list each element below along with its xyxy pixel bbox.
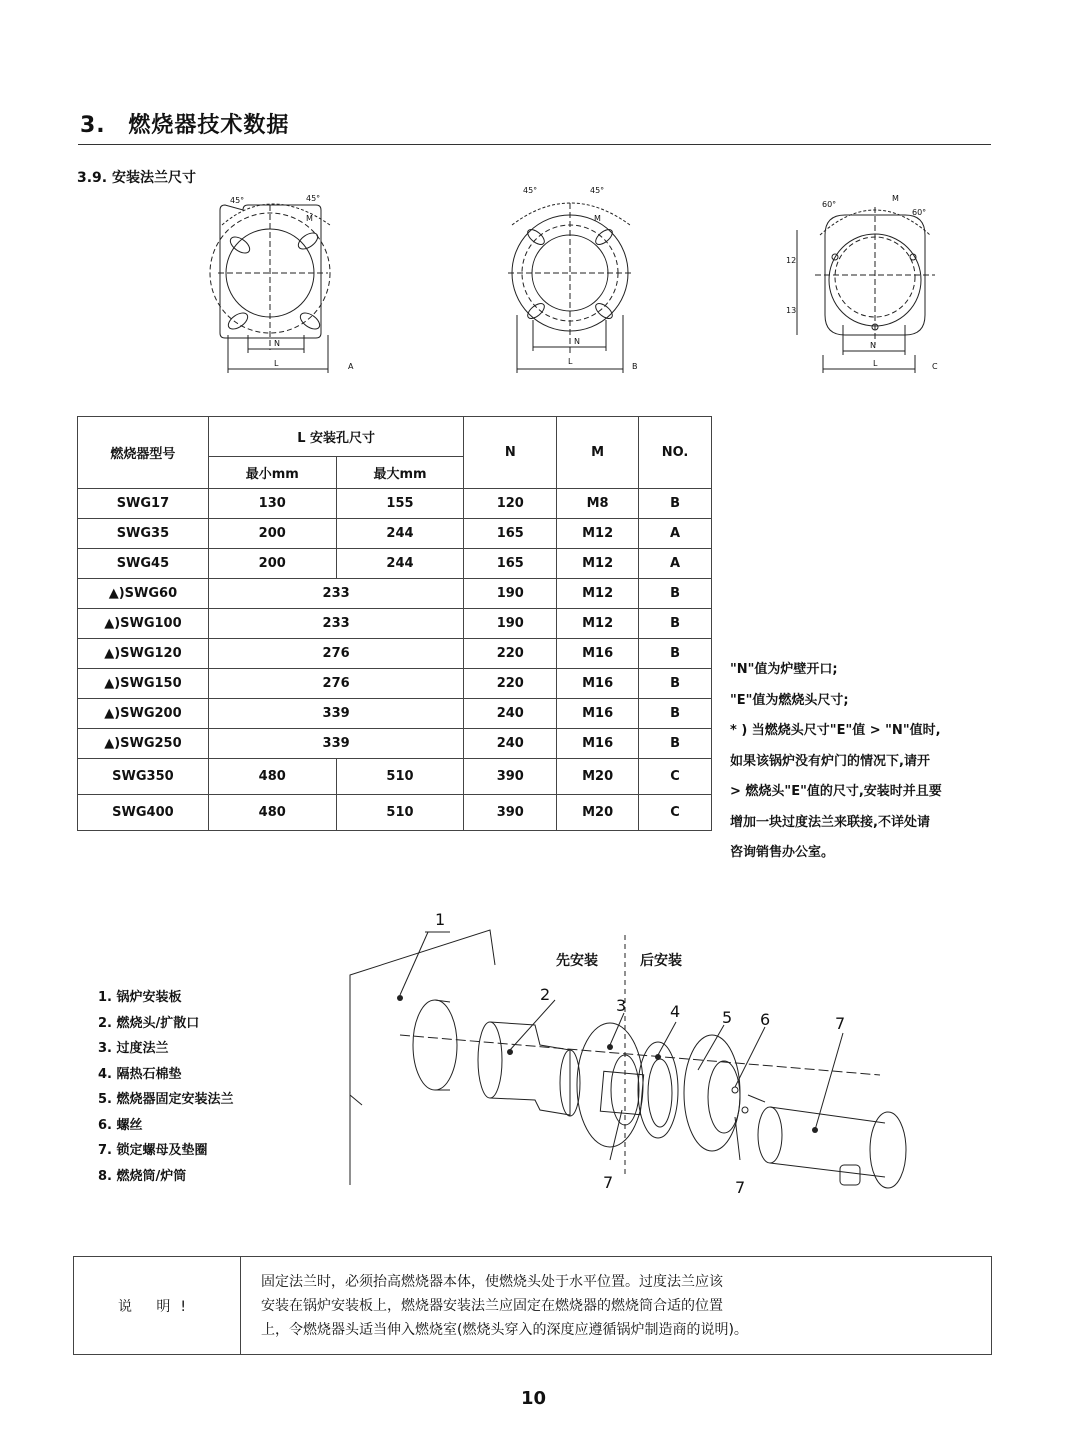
- callout-6: 6: [760, 1010, 771, 1029]
- legend-item: 5. 燃烧器固定安装法兰: [98, 1092, 234, 1107]
- section-title-text: 燃烧器技术数据: [128, 113, 290, 138]
- cell-no: C: [639, 795, 712, 831]
- diagram-a-m: M: [306, 214, 313, 223]
- cell-n: 390: [464, 759, 557, 795]
- flange-spec-table: [77, 416, 712, 831]
- note-line: 如果该锅炉没有炉门的情况下,请开: [730, 753, 930, 769]
- header-m: M: [557, 417, 639, 489]
- cell-model: ▲)SWG150: [78, 669, 209, 699]
- parts-legend: [98, 985, 234, 1189]
- cell-l: 276: [208, 639, 464, 669]
- note-line: * ) 当燃烧头尺寸"E"值 > "N"值时,: [730, 723, 941, 738]
- cell-m: M16: [557, 729, 639, 759]
- cell-m: M16: [557, 699, 639, 729]
- callout-4: 4: [670, 1002, 681, 1021]
- cell-m: M20: [557, 759, 639, 795]
- header-min: 最小mm: [208, 457, 336, 489]
- legend-item: 3. 过度法兰: [98, 1041, 169, 1056]
- legend-item: 4. 隔热石棉垫: [98, 1066, 182, 1082]
- diagram-b-angle-right: 45°: [590, 186, 605, 195]
- cell-m: M20: [557, 795, 639, 831]
- cell-model: SWG400: [78, 795, 209, 831]
- flange-diagram-a: [210, 204, 330, 373]
- cell-min: 130: [208, 489, 336, 519]
- after-install-label: 后安装: [640, 953, 682, 969]
- cell-no: C: [639, 759, 712, 795]
- cell-n: 165: [464, 519, 557, 549]
- cell-l: 233: [208, 579, 464, 609]
- callout-8: 7: [835, 1014, 846, 1033]
- diagram-c-l: L: [873, 359, 878, 368]
- note-line: 咨询销售办公室。: [730, 845, 835, 860]
- section-title: [80, 108, 289, 139]
- callout-7-right: 7: [735, 1178, 746, 1197]
- cell-model: ▲)SWG60: [78, 579, 209, 609]
- diagram-c-angle-left: 60°: [822, 200, 837, 209]
- table-row: [78, 795, 712, 831]
- cell-n: 390: [464, 795, 557, 831]
- explanation-label: 说 明!: [74, 1257, 241, 1354]
- table-row: [78, 639, 712, 669]
- before-install-label: 先安装: [556, 953, 598, 969]
- cell-model: ▲)SWG250: [78, 729, 209, 759]
- cell-model: SWG35: [78, 519, 209, 549]
- cell-no: A: [639, 519, 712, 549]
- cell-n: 165: [464, 549, 557, 579]
- diagram-b-label: B: [632, 362, 638, 371]
- diagram-b-angle-left: 45°: [523, 186, 538, 195]
- explanation-box: [73, 1256, 992, 1355]
- page-number: 10: [520, 1388, 547, 1409]
- cell-max: 244: [336, 519, 464, 549]
- table-row: [78, 729, 712, 759]
- explanation-line: 安装在锅炉安装板上，燃烧器安装法兰应固定在燃烧器的燃烧筒合适的位置: [261, 1298, 723, 1314]
- diagram-c-n: N: [870, 341, 876, 350]
- legend-item: 6. 螺丝: [98, 1117, 143, 1133]
- callout-1: 1: [435, 910, 446, 929]
- cell-min: 200: [208, 519, 336, 549]
- cell-no: A: [639, 549, 712, 579]
- diagram-a-n: N: [274, 339, 280, 348]
- cell-no: B: [639, 669, 712, 699]
- cell-no: B: [639, 489, 712, 519]
- header-no: NO.: [639, 417, 712, 489]
- table-row: [78, 699, 712, 729]
- cell-n: 240: [464, 729, 557, 759]
- cell-no: B: [639, 729, 712, 759]
- cell-n: 120: [464, 489, 557, 519]
- cell-n: 190: [464, 579, 557, 609]
- cell-min: 480: [208, 759, 336, 795]
- table-row: [78, 549, 712, 579]
- cell-no: B: [639, 609, 712, 639]
- diagram-a-angle-left: 45°: [230, 196, 245, 205]
- cell-m: M8: [557, 489, 639, 519]
- diagram-c-dim-top: 12: [786, 256, 797, 265]
- cell-n: 220: [464, 639, 557, 669]
- callout-2: 2: [540, 985, 551, 1004]
- cell-m: M12: [557, 579, 639, 609]
- note-line: > 燃烧头"E"值的尺寸,安装时并且要: [730, 784, 942, 799]
- cell-model: ▲)SWG100: [78, 609, 209, 639]
- cell-l: 339: [208, 729, 464, 759]
- legend-item: 8. 燃烧筒/炉筒: [98, 1168, 187, 1184]
- diagram-c-dim-bottom: 13: [786, 306, 797, 315]
- assembly-drawing: [340, 905, 920, 1205]
- cell-max: 510: [336, 795, 464, 831]
- cell-model: SWG17: [78, 489, 209, 519]
- table-row: [78, 609, 712, 639]
- cell-min: 480: [208, 795, 336, 831]
- cell-model: ▲)SWG200: [78, 699, 209, 729]
- cell-m: M16: [557, 639, 639, 669]
- cell-m: M12: [557, 519, 639, 549]
- title-rule: [78, 144, 991, 145]
- cell-model: ▲)SWG120: [78, 639, 209, 669]
- diagram-b-m: M: [594, 214, 601, 223]
- table-row: [78, 489, 712, 519]
- cell-n: 220: [464, 669, 557, 699]
- note-line: "E"值为燃烧头尺寸;: [730, 692, 849, 708]
- explanation-line: 上，令燃烧器头适当伸入燃烧室(燃烧头穿入的深度应遵循锅炉制造商的说明)。: [261, 1322, 748, 1338]
- diagram-a-angle-right: 45°: [306, 194, 321, 203]
- cell-model: SWG45: [78, 549, 209, 579]
- section-number: 3.: [80, 113, 106, 138]
- cell-no: B: [639, 699, 712, 729]
- legend-item: 2. 燃烧头/扩散口: [98, 1015, 200, 1031]
- diagram-c-angle-right: 60°: [912, 208, 927, 217]
- explanation-text: [261, 1270, 961, 1342]
- cell-model: SWG350: [78, 759, 209, 795]
- cell-n: 240: [464, 699, 557, 729]
- header-l: L 安装孔尺寸: [208, 417, 464, 457]
- cell-n: 190: [464, 609, 557, 639]
- cell-m: M16: [557, 669, 639, 699]
- cell-no: B: [639, 579, 712, 609]
- header-model: 燃烧器型号: [78, 417, 209, 489]
- subsection-title: 3.9. 安装法兰尺寸: [77, 170, 196, 186]
- diagram-b-n: N: [574, 337, 580, 346]
- diagram-c-m: M: [892, 194, 899, 203]
- cell-no: B: [639, 639, 712, 669]
- flange-diagram-c: [797, 207, 935, 373]
- cell-min: 200: [208, 549, 336, 579]
- header-max: 最大mm: [336, 457, 464, 489]
- legend-item: 1. 锅炉安装板: [98, 990, 182, 1005]
- diagram-a-label: A: [348, 362, 354, 371]
- legend-item: 7. 锁定螺母及垫圈: [98, 1143, 208, 1158]
- explanation-line: 固定法兰时，必须抬高燃烧器本体，使燃烧头处于水平位置。过度法兰应该: [261, 1274, 723, 1290]
- callout-5: 5: [722, 1008, 733, 1027]
- cell-max: 244: [336, 549, 464, 579]
- cell-m: M12: [557, 609, 639, 639]
- cell-l: 339: [208, 699, 464, 729]
- cell-m: M12: [557, 549, 639, 579]
- callout-3: 3: [616, 996, 627, 1015]
- cell-max: 510: [336, 759, 464, 795]
- callout-7-left: 7: [603, 1173, 614, 1192]
- note-line: 增加一块过度法兰来联接,不详处请: [730, 814, 930, 830]
- diagram-a-l: L: [274, 359, 279, 368]
- table-row: [78, 759, 712, 795]
- header-n: N: [464, 417, 557, 489]
- cell-max: 155: [336, 489, 464, 519]
- note-line: "N"值为炉壁开口;: [730, 662, 838, 677]
- diagram-c-label: C: [932, 362, 938, 371]
- flange-diagrams: [200, 185, 960, 385]
- table-row: [78, 669, 712, 699]
- table-row: [78, 519, 712, 549]
- cell-l: 276: [208, 669, 464, 699]
- cell-l: 233: [208, 609, 464, 639]
- side-notes: [730, 655, 1010, 869]
- table-row: [78, 579, 712, 609]
- diagram-b-l: L: [568, 357, 573, 366]
- flange-diagram-b: [508, 203, 632, 373]
